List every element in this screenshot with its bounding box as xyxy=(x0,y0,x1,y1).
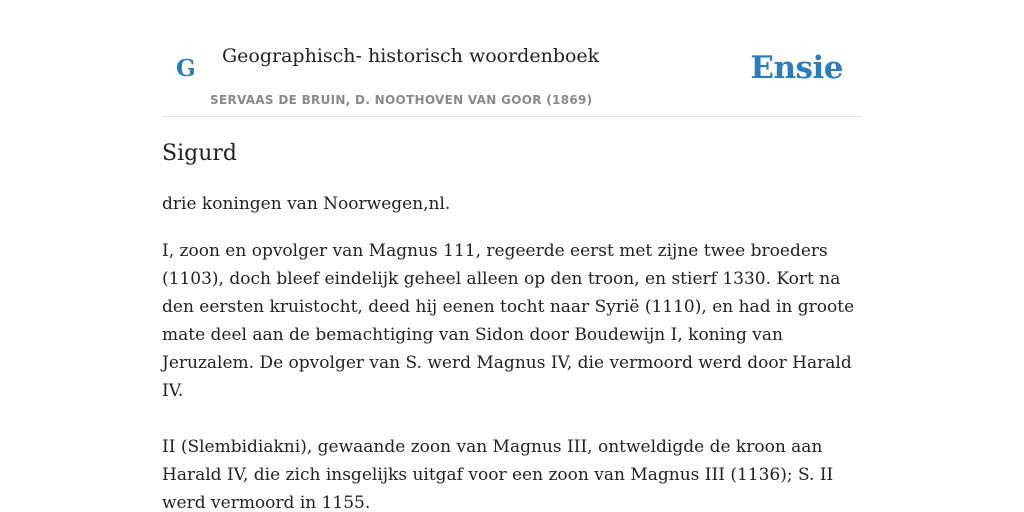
site-header xyxy=(162,0,862,117)
ensie-logo-link[interactable]: Ensie xyxy=(750,50,843,86)
entry-paragraph-2: II (Slembidiakni), gewaande zoon van Magnus III, ontweldigde de kroon aan Harald IV, die zich insgelijks uitgaf voor een zoon van Magnus III (1136); S. II werd vermoord in 1155. xyxy=(162,437,834,512)
entry-title: Sigurd xyxy=(162,141,237,166)
book-title-link[interactable]: Geographisch- historisch woordenboek xyxy=(222,45,600,67)
entry-content xyxy=(162,138,862,512)
entry-subtitle: drie koningen van Noorwegen,nl. xyxy=(162,194,451,214)
book-authors: SERVAAS DE BRUIN, D. NOOTHOVEN VAN GOOR (1869) xyxy=(210,93,593,107)
book-logo-link[interactable]: G xyxy=(176,55,196,82)
entry-paragraph-1: I, zoon en opvolger van Magnus 111, regeerde eerst met zijne twee broeders (1103), doch bleef eindelijk geheel alleen op den troon, en stierf 1330. Kort na den eersten kruistocht, deed hij eenen tocht naar Syrië (1110), en had in groote mate deel aan de bemachtiging van Sidon door Boudewijn I, koning van Jeruzalem. De opvolger van S. werd Magnus IV, die vermoord werd door Harald IV. xyxy=(162,241,855,401)
